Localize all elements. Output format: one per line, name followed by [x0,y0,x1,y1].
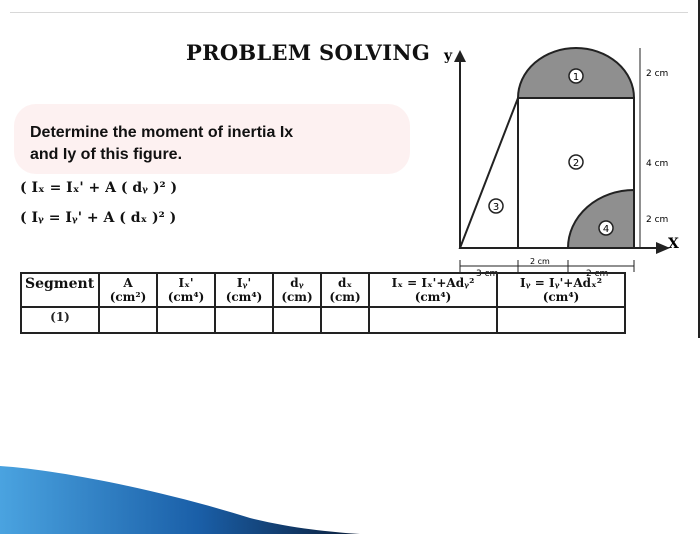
formula-iy: ( Iᵧ = Iᵧ' + A ( dₓ )² ) [20,210,177,226]
dim-base1-label: 3 cm [476,269,499,278]
segment-4-label: 4 [602,224,610,235]
segment-1-label: 1 [572,72,580,83]
header-area: A (cm²) [99,273,157,307]
header-dx: dₓ (cm) [321,273,369,307]
slide-title: PROBLEM SOLVING [186,40,431,65]
table-header-row [21,273,625,307]
task-line-2: and Iy of this figure. [30,146,183,163]
dim-base2-label: 2 cm [530,257,550,266]
header-segment: Segment [21,273,99,307]
segment-3-triangle [460,98,518,248]
header-dy: dᵧ (cm) [273,273,321,307]
header-iyp: Iᵧ' (cm⁴) [215,273,273,307]
task-text [30,122,370,166]
header-iy: Iᵧ = Iᵧ'+Adₓ² (cm⁴) [497,273,625,307]
y-axis-arrow [454,50,466,62]
table-row [21,307,625,333]
decorative-swoosh [0,460,360,534]
x-axis-label: X [668,236,679,252]
header-ix: Iₓ = Iₓ'+Adᵧ² (cm⁴) [369,273,497,307]
dim-top-label: 2 cm [646,69,669,79]
row-label: (1) [21,307,99,333]
calculation-table [20,272,626,334]
dim-bottom-label: 2 cm [646,215,669,225]
slide-frame-line [10,12,688,13]
table-wrapper [20,272,662,338]
composite-figure [440,38,690,278]
task-line-1: Determine the moment of inertia Ix [30,124,294,141]
dim-base3-label: 2 cm [586,269,609,278]
y-axis-label: y [444,48,453,64]
formula-ix: ( Iₓ = Iₓ' + A ( dᵧ )² ) [20,180,178,196]
dim-mid-label: 4 cm [646,159,669,169]
header-ixp: Iₓ' (cm⁴) [157,273,215,307]
segment-3-label: 3 [492,202,500,213]
segment-2-label: 2 [572,158,580,169]
